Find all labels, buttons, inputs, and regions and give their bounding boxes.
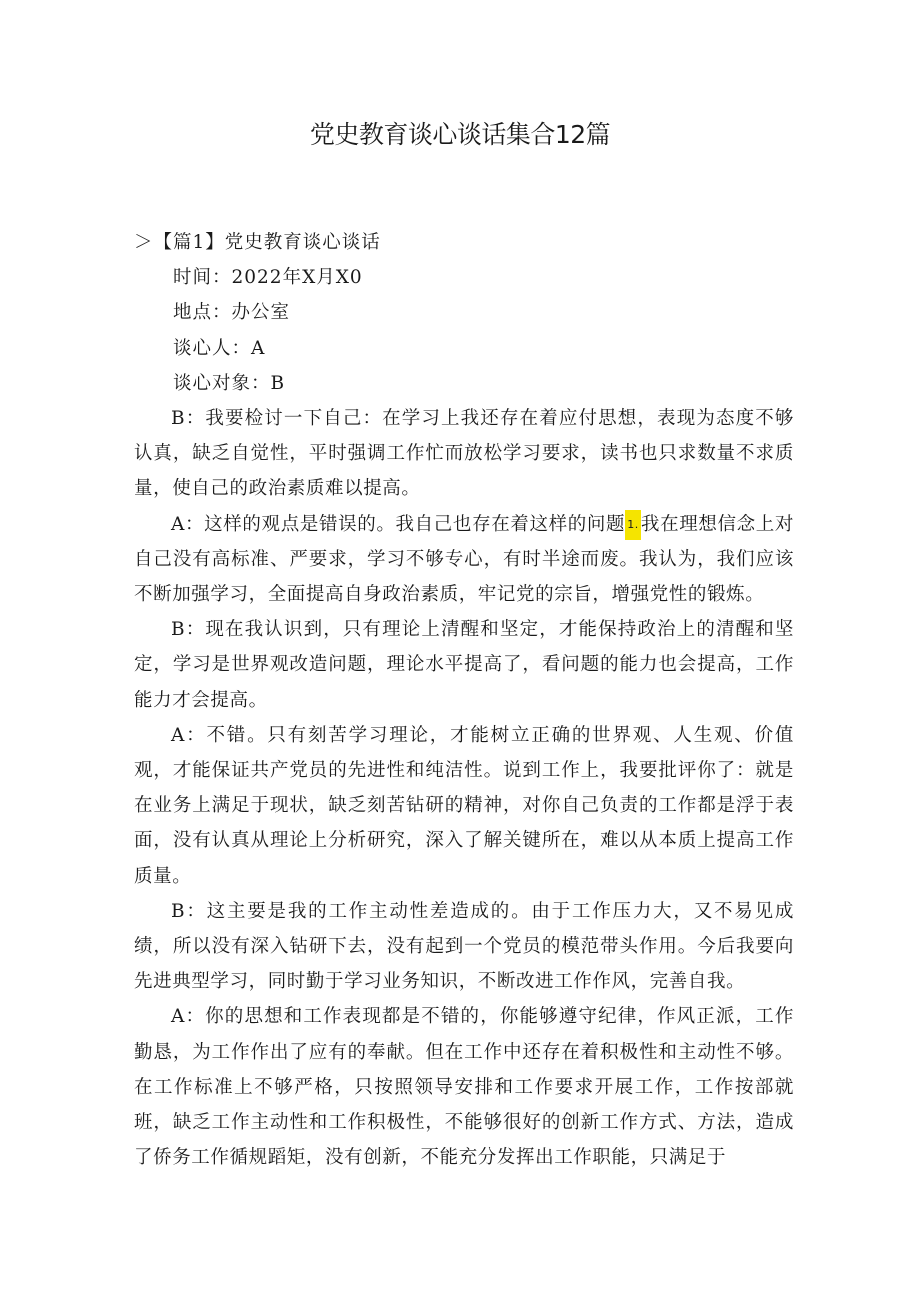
- document-body: [134, 225, 794, 1175]
- paragraph-6: A：你的思想和工作表现都是不错的，你能够遵守纪律，作风正派，工作勤恳，为工作作出了应有的奉献。但在工作中还存在着积极性和主动性不够。在工作标准上不够严格，只按照领导安排和工作要求开展工作，工作按部就班，缺乏工作主动性和工作积极性，不能够很好的创新工作方式、方法，造成了侨务工作循规蹈矩，没有创新，不能充分发挥出工作职能，只满足于: [134, 1006, 794, 1169]
- paragraph-1: B：我要检讨一下自己：在学习上我还存在着应付思想，表现为态度不够认真，缺乏自觉性，平时强调工作忙而放松学习要求，读书也只求数量不求质量，使自己的政治素质难以提高。: [134, 407, 794, 500]
- paragraph-5: B：这主要是我的工作主动性差造成的。由于工作压力大，又不易见成绩，所以没有深入钻研下去，没有起到一个党员的模范带头作用。今后我要向先进典型学习，同时勤于学习业务知识，不断改进工作作风，完善自我。: [134, 900, 794, 993]
- document-title: 党史教育谈心谈话集合12篇: [309, 120, 611, 149]
- meta-speaker: 谈心人：A: [173, 337, 266, 359]
- meta-time: 时间：2022年X月X0: [173, 267, 363, 289]
- section-heading: ＞【篇1】党史教育谈心谈话: [134, 232, 381, 253]
- meta-place: 地点：办公室: [173, 302, 291, 324]
- highlight-marker: 1.: [625, 510, 641, 540]
- paragraph-4: A：不错。只有刻苦学习理论，才能树立正确的世界观、人生观、价值观，才能保证共产党员的先进性和纯洁性。说到工作上，我要批评你了：就是在业务上满足于现状，缺乏刻苦钻研的精神，对你自己负责的工作都是浮于表面，没有认真从理论上分析研究，深入了解关键所在，难以从本质上提高工作质量。: [134, 724, 794, 887]
- paragraph-3: B：现在我认识到，只有理论上清醒和坚定，才能保持政治上的清醒和坚定，学习是世界观改造问题，理论水平提高了，看问题的能力也会提高，工作能力才会提高。: [134, 619, 794, 711]
- paragraph-2: [134, 507, 794, 613]
- paragraph-2-text-after: 我在理想信念上对自己没有高标准、严要求，学习不够专心，有时半途而废。我认为，我们应该不断加强学习，全面提高自身政治素质，牢记党的宗旨，增强党性的锻炼。: [134, 513, 794, 605]
- paragraph-2-text-before: A：这样的观点是错误的。我自己也存在着这样的问题: [171, 513, 626, 535]
- meta-target: 谈心对象：B: [173, 372, 286, 394]
